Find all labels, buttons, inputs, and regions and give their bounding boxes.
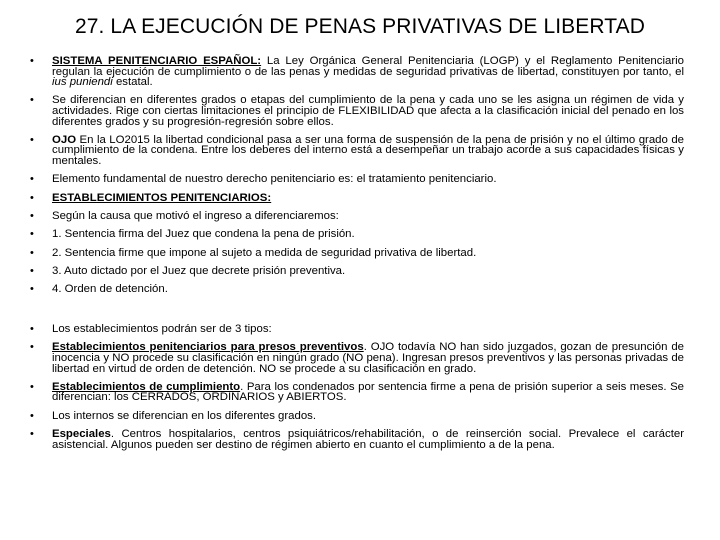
bullet-icon: • [30,265,34,278]
list-item-sentencia-firme [30,248,684,259]
list-item-establecimientos [30,193,684,204]
item-text: En la LO2015 la libertad condicional pasa a ser una forma de suspensión de la pena de prisión y no el último grado de cumplimiento de la condena. Entre los deberes del interno está a desempeñar un trabajo acorde a sus capacidades físicas y mentales. [52,133,684,167]
item-text: estatal. [112,76,153,89]
item-lead: Establecimientos penitenciarios para presos preventivos [52,341,364,354]
item-text: Se diferencian en diferentes grados o etapas del cumplimiento de la pena y cada uno se les asigna un régimen de vida y actividades. Rige con ciertas limitaciones el principio de FLEXIBILIDAD que afecta a la clasificación inicial del penado en los diferentes grados y su progresión-regresión sobre ellos. [52,94,684,128]
list-item-cumplimiento [30,382,684,403]
list-item-sistema [30,56,684,88]
item-lead: ESTABLECIMIENTOS PENITENCIARIOS: [52,191,272,204]
bullet-icon: • [30,191,34,204]
item-lead: OJO [52,133,77,146]
item-italic: ius puniendi [52,76,113,89]
item-text: Los establecimientos podrán ser de 3 tipos: [52,323,272,335]
item-text: 1. Sentencia firma del Juez que condena la pena de prisión. [52,228,355,241]
item-text: 2. Sentencia firme que impone al sujeto a medida de seguridad privativa de libertad. [52,246,477,259]
bullet-icon: • [30,246,34,259]
bullet-icon: • [30,173,34,186]
list-item-ojo [30,135,684,167]
list-item-internos [30,411,684,422]
bullet-icon: • [30,55,34,67]
item-lead: SISTEMA PENITENCIARIO ESPAÑOL: [52,55,262,67]
list-item-orden [30,284,684,295]
bullet-icon: • [30,341,34,354]
item-text: Los internos se diferencian en los diferentes grados. [52,409,317,422]
list-item-auto [30,266,684,277]
list-item-especiales [30,429,684,450]
item-text: 3. Auto dictado por el Juez que decrete prisión preventiva. [52,265,346,278]
bullet-icon: • [30,228,34,241]
bullet-icon: • [30,209,34,222]
list-item-causa [30,211,684,222]
bullet-icon: • [30,380,34,393]
item-text: . Centros hospitalarios, centros psiquiátricos/rehabilitación, o de reinserción social. Prevalece el carácter asistencial. Algunos pueden ser destino de régimen abierto en cuanto el cumplimiento a de la pena. [52,427,684,451]
item-lead: Establecimientos de cumplimiento [52,380,241,393]
item-lead: Especiales [52,427,111,440]
bullet-list-penitenciario [30,56,684,303]
bullet-icon: • [30,427,34,440]
list-item-preventivos [30,342,684,374]
item-text: Según la causa que motivó el ingreso a diferenciaremos: [52,209,339,222]
list-item-tipos [30,324,684,335]
item-text: Elemento fundamental de nuestro derecho penitenciario es: el tratamiento penitenciario. [52,173,497,186]
bullet-icon: • [30,94,34,107]
bullet-icon: • [30,283,34,296]
item-text: La Ley Orgánica General Penitenciaria (LOGP) y el Reglamento Penitenciario regulan la ejecución de cumplimiento o de las penas y medidas de seguridad privativas de libertad, constituyen por tanto, el [52,55,684,78]
item-text: . OJO todavía NO han sido juzgados, gozan de presunción de inocencia y NO procede su clasificación en ningún grado (NO pena). Ingresan presos preventivos y las personas privadas de libertad en virtud de orden de detención. NO se procede a su clasificación en grado. [52,341,684,375]
list-item-sentencia-firma [30,229,684,240]
bullet-icon: • [30,323,34,335]
bullet-icon: • [30,409,34,422]
item-text: 4. Orden de detención. [52,283,168,296]
bullet-icon: • [30,133,34,146]
list-item-grados [30,95,684,127]
list-item-tratamiento [30,174,684,185]
bullet-list-tipos [30,324,684,458]
slide-title: 27. LA EJECUCIÓN DE PENAS PRIVATIVAS DE LIBERTAD [74,15,646,38]
item-text: . Para los condenados por sentencia firme a pena de prisión superior a seis meses. Se diferencian: los CERRADOS, ORDINARIOS y ABIERTOS. [52,380,684,404]
